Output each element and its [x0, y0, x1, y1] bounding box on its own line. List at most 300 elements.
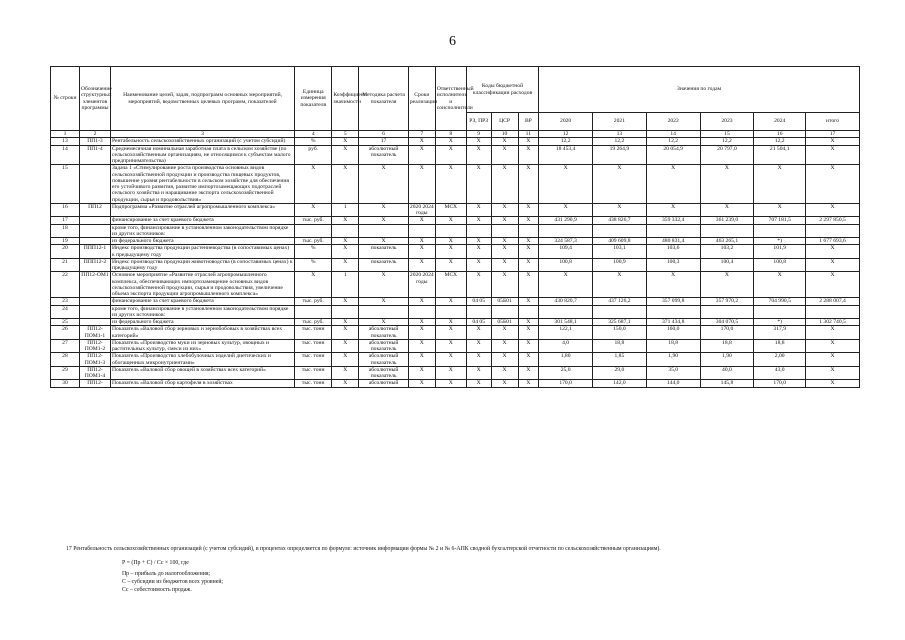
row-unit [295, 224, 332, 238]
row-number: 13 [51, 138, 80, 145]
table-body [51, 138, 860, 387]
table-row [51, 165, 860, 204]
row-name: кроме того, финансирование в установленном законодательством порядке из других источников: [110, 224, 294, 238]
value-total: X [806, 326, 860, 340]
header-responsible: Ответственный исполнитель и соисполнители [435, 67, 466, 131]
row-name: из федерального бюджета [110, 319, 294, 326]
row-name: финансирование за счет краевого бюджета [110, 298, 294, 305]
value-2020: 431 290,9 [539, 217, 593, 224]
header-2021: 2021 [593, 113, 647, 131]
header-coef: Коэффициент значимости [332, 67, 359, 131]
value-2020: 301 548,1 [539, 319, 593, 326]
footnote-main: 17 Рентабельность сельскохозяйственных организаций (с учетом субсидий), в процентах определяется по формуле: источник информации формы № 2 и № 6-АПК сводной бухгалтерской отчетности по сельскохозяйственным организациям). [66, 546, 661, 552]
row-responsible [435, 305, 466, 319]
row-name: из федерального бюджета [110, 238, 294, 245]
column-number: 10 [491, 131, 518, 138]
row-coef: X [332, 217, 359, 224]
table-header [51, 67, 860, 138]
row-unit: тыс. тонн [295, 353, 332, 367]
row-terms: X [408, 145, 435, 165]
row-code [79, 165, 110, 204]
row-rz: X [466, 380, 491, 387]
value-2020: 1,80 [539, 353, 593, 367]
value-2022: 371 434,8 [646, 319, 700, 326]
column-number: 1 [51, 131, 80, 138]
row-coef [332, 224, 359, 238]
table-row [51, 366, 860, 380]
value-2022: 480 831,4 [646, 238, 700, 245]
row-terms: X [408, 380, 435, 387]
row-name: Индекс производства продукции растениеводства (в сопоставимых ценах) к предыдущему году [110, 245, 294, 259]
row-terms: X [408, 298, 435, 305]
value-2022: 103,6 [646, 245, 700, 259]
value-2022 [646, 224, 700, 238]
value-2021: 325 687,1 [593, 319, 647, 326]
row-terms: X [408, 258, 435, 272]
value-2022: X [646, 203, 700, 217]
value-2024: X [754, 165, 806, 204]
value-2020: 122,1 [539, 326, 593, 340]
value-2020: X [539, 272, 593, 298]
value-2023: 463 265,1 [700, 238, 754, 245]
row-unit: тыс. руб. [295, 238, 332, 245]
value-2023: X [700, 165, 754, 204]
row-code: ПП1-3 [79, 138, 110, 145]
value-2022: 357 099,8 [646, 298, 700, 305]
row-code: ПП12-ПОМ1-1 [79, 326, 110, 340]
row-name: Основное мероприятие «Развитие отраслей агропромышленного комплекса, обеспечивающих импортозамещение основных видов сельскохозяйственной продукции, сырья и продовольствия, увеличение объема экспорта продукции агропромышленного комплекса» [110, 272, 294, 298]
value-2020: 25,0 [539, 366, 593, 380]
row-terms: X [408, 238, 435, 245]
row-csr: X [491, 217, 518, 224]
value-2023: 170,0 [700, 326, 754, 340]
row-coef: X [332, 339, 359, 353]
table-row [51, 245, 860, 259]
value-2021: 12,2 [593, 138, 647, 145]
row-rz: X [466, 339, 491, 353]
value-2024 [754, 305, 806, 319]
value-total: X [806, 165, 860, 204]
row-csr [491, 224, 518, 238]
value-2024 [754, 224, 806, 238]
row-code [79, 224, 110, 238]
value-2020: 170,0 [539, 380, 593, 387]
value-2021: X [593, 203, 647, 217]
row-vr: X [518, 217, 539, 224]
row-rz [466, 305, 491, 319]
column-number: 6 [359, 131, 409, 138]
row-terms: X [408, 165, 435, 204]
row-code: ППП12-2 [79, 258, 110, 272]
row-name: Задача 1 «Стимулирование роста производства основных видов сельскохозяйственной продукции и производства пищевых продуктов, повышение уровня рентабельности в сельском хозяйстве для обеспечения его устойчивого развития, развитие импортозамещающих подотраслей сельского хозяйства и наращивание экспорта сельскохозяйственной продукции, сырья и продовольствия» [110, 165, 294, 204]
row-csr: X [491, 353, 518, 367]
value-2023: 18,8 [700, 339, 754, 353]
header-2022: 2022 [646, 113, 700, 131]
value-2023 [700, 305, 754, 319]
header-row-number: № строки [51, 67, 80, 131]
header-2023: 2023 [700, 113, 754, 131]
header-total: итого [806, 113, 860, 131]
row-rz: X [466, 238, 491, 245]
row-vr: X [518, 366, 539, 380]
row-vr: X [518, 138, 539, 145]
value-2020: 100,8 [539, 258, 593, 272]
row-responsible: X [435, 138, 466, 145]
value-2024: 317,9 [754, 326, 806, 340]
row-method: X [359, 298, 409, 305]
row-vr: X [518, 258, 539, 272]
value-total: X [806, 366, 860, 380]
value-2021: 100,9 [593, 258, 647, 272]
row-method: показатель [359, 258, 409, 272]
row-vr: X [518, 145, 539, 165]
table-row [51, 203, 860, 217]
row-name: Индекс производства продукции животноводства (в сопоставимых ценах) к предыдущему году [110, 258, 294, 272]
row-coef: 1 [332, 203, 359, 217]
row-terms: X [408, 353, 435, 367]
value-total: X [806, 145, 860, 165]
table-row [51, 138, 860, 145]
value-2022: 160,0 [646, 326, 700, 340]
row-unit: % [295, 258, 332, 272]
row-unit: руб. [295, 145, 332, 165]
row-csr [491, 305, 518, 319]
row-code: ППП12-1 [79, 245, 110, 259]
value-2024: X [754, 203, 806, 217]
value-total: X [806, 203, 860, 217]
row-unit: тыс. тонн [295, 366, 332, 380]
value-2020: X [539, 165, 593, 204]
table-row [51, 298, 860, 305]
value-2023: 12,2 [700, 138, 754, 145]
value-2023: 103,2 [700, 245, 754, 259]
row-coef: X [332, 326, 359, 340]
column-number: 4 [295, 131, 332, 138]
table-row [51, 258, 860, 272]
table-row [51, 380, 860, 387]
row-number: 19 [51, 238, 80, 245]
value-2021: X [593, 272, 647, 298]
row-rz: X [466, 366, 491, 380]
row-name: Показатель «Валовой сбор зерновых и зернобобовых в хозяйствах всех категорий» [110, 326, 294, 340]
value-2021: 438 826,7 [593, 217, 647, 224]
table-row [51, 145, 860, 165]
row-name: финансирование за счет краевого бюджета [110, 217, 294, 224]
value-2022: 12,2 [646, 138, 700, 145]
value-2021 [593, 305, 647, 319]
row-responsible: X [435, 165, 466, 204]
header-method: Методика расчета показателя [359, 67, 409, 131]
row-vr: X [518, 203, 539, 217]
value-2023: 304 070,5 [700, 319, 754, 326]
value-2022: 35,0 [646, 366, 700, 380]
row-csr: X [491, 339, 518, 353]
row-number: 30 [51, 380, 80, 387]
row-vr [518, 305, 539, 319]
row-code: ПП12-ПОМ1-2 [79, 339, 110, 353]
header-rz: РЗ, ПРЗ [466, 113, 491, 131]
value-2023: 361 239,0 [700, 217, 754, 224]
value-2021: 18,8 [593, 339, 647, 353]
row-csr: X [491, 165, 518, 204]
column-number: 2 [79, 131, 110, 138]
row-terms [408, 305, 435, 319]
value-total: 1 302 740,5 [806, 319, 860, 326]
row-unit: X [295, 165, 332, 204]
column-number: 15 [700, 131, 754, 138]
row-name: Рентабельность сельскохозяйственных организаций (с учетом субсидий) [110, 138, 294, 145]
row-method: абсолютный показатель [359, 339, 409, 353]
value-2021: 29,0 [593, 366, 647, 380]
row-responsible: X [435, 258, 466, 272]
row-method: X [359, 165, 409, 204]
column-number: 11 [518, 131, 539, 138]
value-2024: 170,0 [754, 380, 806, 387]
row-code [79, 298, 110, 305]
row-vr: X [518, 245, 539, 259]
value-2022: 1,90 [646, 353, 700, 367]
row-csr: X [491, 203, 518, 217]
header-budget-codes: Коды бюджетной классификации расходов [466, 67, 538, 113]
row-terms [408, 224, 435, 238]
row-method: X [359, 217, 409, 224]
row-number: 18 [51, 224, 80, 238]
row-code [79, 305, 110, 319]
row-responsible: МСХ [435, 203, 466, 217]
row-unit: тыс. руб. [295, 217, 332, 224]
column-number: 17 [806, 131, 860, 138]
row-name: Показатель «Производство хлебобулочных изделий диетических и обогащенных микронутриентами» [110, 353, 294, 367]
row-vr: X [518, 380, 539, 387]
table-row [51, 326, 860, 340]
row-rz: X [466, 326, 491, 340]
row-method: X [359, 203, 409, 217]
row-terms: X [408, 339, 435, 353]
header-code: Обозначение структурных элементов программы [79, 67, 110, 131]
row-unit: % [295, 245, 332, 259]
value-2024: 707 181,5 [754, 217, 806, 224]
value-2022 [646, 305, 700, 319]
row-method: абсолютный показатель [359, 353, 409, 367]
row-coef: X [332, 145, 359, 165]
row-method: X [359, 272, 409, 298]
table-row [51, 353, 860, 367]
column-number: 13 [593, 131, 647, 138]
row-terms: X [408, 245, 435, 259]
value-2024: *) [754, 238, 806, 245]
row-method: 17 [359, 138, 409, 145]
value-2023: 145,8 [700, 380, 754, 387]
value-2023: 357 970,2 [700, 298, 754, 305]
row-responsible: X [435, 380, 466, 387]
row-name: Среднемесячная номинальная заработная плата в сельском хозяйстве (по сельскохозяйственным организациям, не относящимся к субъектам малого предпринимательства) [110, 145, 294, 165]
column-number: 7 [408, 131, 435, 138]
row-vr: X [518, 298, 539, 305]
row-coef: X [332, 245, 359, 259]
value-2021: 103,1 [593, 245, 647, 259]
row-coef [332, 305, 359, 319]
row-terms: 2020 2024 годы [408, 272, 435, 298]
row-responsible: X [435, 339, 466, 353]
row-code [79, 217, 110, 224]
row-number: 14 [51, 145, 80, 165]
value-2022: 18,8 [646, 339, 700, 353]
footnote-line-3: Сс – себестоимость продаж. [122, 587, 192, 593]
page-number: 6 [449, 34, 456, 49]
header-csr: ЦСР [491, 113, 518, 131]
column-number: 12 [539, 131, 593, 138]
row-unit: тыс. руб. [295, 319, 332, 326]
row-method: абсолютный [359, 380, 409, 387]
row-vr: X [518, 353, 539, 367]
value-total: X [806, 245, 860, 259]
value-2024: 12,2 [754, 138, 806, 145]
column-number: 16 [754, 131, 806, 138]
value-total [806, 305, 860, 319]
footnote-line-1: Пр – прибыль до налогообложения; [122, 571, 211, 577]
value-total: X [806, 339, 860, 353]
row-method: абсолютный показатель [359, 326, 409, 340]
row-number: 26 [51, 326, 80, 340]
value-2023: 20 797,0 [700, 145, 754, 165]
row-terms: X [408, 326, 435, 340]
column-number: 5 [332, 131, 359, 138]
row-number: 17 [51, 217, 80, 224]
table-row [51, 305, 860, 319]
row-vr [518, 224, 539, 238]
row-responsible: МСХ [435, 272, 466, 298]
value-total: X [806, 258, 860, 272]
row-method: X [359, 319, 409, 326]
row-csr: X [491, 326, 518, 340]
row-responsible: X [435, 217, 466, 224]
footnote-formula: Р = (Пр + С) / Сс × 100, где [122, 560, 189, 566]
value-2021: 150,0 [593, 326, 647, 340]
row-unit: тыс. тонн [295, 326, 332, 340]
row-terms: X [408, 366, 435, 380]
row-csr: X [491, 380, 518, 387]
value-2020: 4,0 [539, 339, 593, 353]
row-code: ПП1-4 [79, 145, 110, 165]
row-terms: 2020 2024 годы [409, 203, 434, 216]
row-coef: X [332, 238, 359, 245]
value-total: 1 677 693,6 [806, 238, 860, 245]
value-2021: 1,85 [593, 353, 647, 367]
header-terms: Сроки реализации [408, 67, 435, 131]
row-csr: X [491, 258, 518, 272]
row-unit: % [295, 138, 332, 145]
table-row [51, 272, 860, 298]
header-2020: 2020 [539, 113, 593, 131]
value-2020: 109,4 [539, 245, 593, 259]
header-vr: ВР [518, 113, 539, 131]
row-coef: X [332, 380, 359, 387]
value-total: X [806, 138, 860, 145]
row-code: ПП12 [79, 203, 110, 217]
header-2024: 2024 [754, 113, 806, 131]
row-unit: X [295, 272, 332, 298]
row-coef: 1 [332, 272, 359, 298]
value-2021: 437 126,2 [593, 298, 647, 305]
value-2020: 430 820,7 [539, 298, 593, 305]
row-terms: X [408, 319, 435, 326]
row-name: Показатель «Валовой сбор картофеля в хозяйствах [110, 380, 294, 387]
row-responsible: X [435, 238, 466, 245]
row-coef: X [332, 165, 359, 204]
row-name: Подпрограмма «Развитие отраслей агропромышленного комплекса» [110, 203, 294, 217]
value-2021 [593, 224, 647, 238]
row-vr: X [518, 272, 539, 298]
value-2022: 144,0 [646, 380, 700, 387]
row-rz: X [466, 138, 491, 145]
row-vr: X [518, 238, 539, 245]
column-number: 9 [466, 131, 491, 138]
value-2023 [700, 224, 754, 238]
row-code: ПП12-ПОМ1-4 [79, 366, 110, 380]
value-2024: 21 504,1 [754, 145, 806, 165]
row-rz: 04 05 [466, 298, 491, 305]
row-csr: X [491, 245, 518, 259]
row-number: 28 [51, 353, 80, 367]
column-number: 14 [646, 131, 700, 138]
row-rz: X [466, 203, 491, 217]
value-2022: 100,3 [646, 258, 700, 272]
row-number: 29 [51, 366, 80, 380]
row-number: 22 [51, 272, 80, 298]
row-vr: X [518, 319, 539, 326]
value-2024: X [754, 272, 806, 298]
row-method: X [359, 238, 409, 245]
value-2024: 2,00 [754, 353, 806, 367]
value-2021: X [593, 165, 647, 204]
value-total: X [806, 380, 860, 387]
value-2022: X [646, 272, 700, 298]
row-name: Показатель «Валовой сбор овощей в хозяйствах всех категорий» [110, 366, 294, 380]
value-total [806, 224, 860, 238]
row-rz: X [466, 165, 491, 204]
row-vr: X [518, 339, 539, 353]
value-2024: 101,9 [754, 245, 806, 259]
row-unit [295, 305, 332, 319]
row-terms: X [408, 217, 435, 224]
row-csr: X [491, 138, 518, 145]
value-total: 2 297 850,5 [806, 217, 860, 224]
row-csr: 05Б01 [491, 298, 518, 305]
value-2020: 18 453,4 [539, 145, 593, 165]
row-rz: X [466, 145, 491, 165]
row-code [79, 319, 110, 326]
row-responsible: X [435, 245, 466, 259]
row-unit: тыс. руб. [295, 298, 332, 305]
row-coef: X [332, 258, 359, 272]
row-coef: X [332, 138, 359, 145]
row-responsible: X [435, 298, 466, 305]
table-row [51, 319, 860, 326]
row-method: абсолютный показатель [359, 366, 409, 380]
indicators-table [50, 66, 860, 388]
row-csr: X [491, 272, 518, 298]
row-csr: X [491, 145, 518, 165]
row-coef: X [332, 298, 359, 305]
row-number: 15 [51, 165, 80, 204]
row-responsible: X [435, 366, 466, 380]
value-2022: 20 054,9 [646, 145, 700, 165]
row-number: 24 [51, 305, 80, 319]
value-2022: 359 332,4 [646, 217, 700, 224]
value-2023: X [700, 272, 754, 298]
row-responsible [435, 224, 466, 238]
value-2021: 19 264,9 [593, 145, 647, 165]
